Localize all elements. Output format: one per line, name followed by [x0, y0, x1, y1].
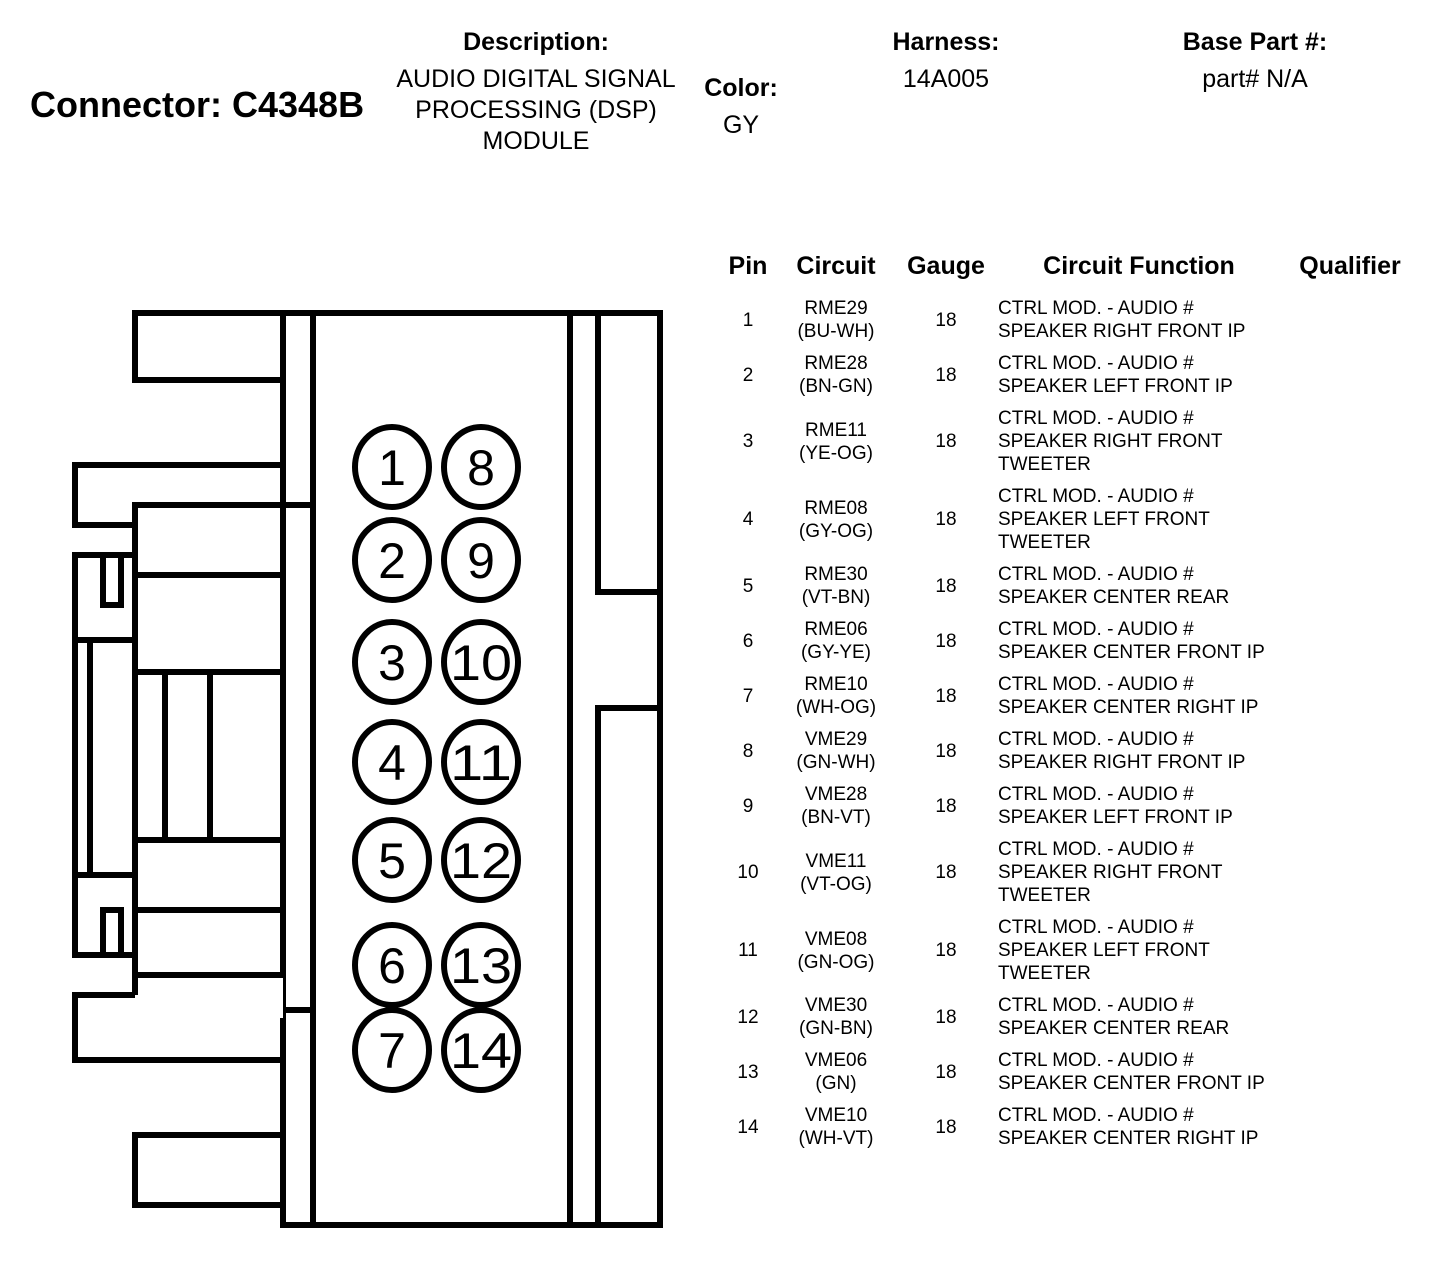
qualifier-cell — [1290, 779, 1410, 834]
table-row — [718, 669, 1410, 724]
qualifier-cell — [1290, 403, 1410, 481]
pin-number: 2 — [378, 533, 406, 589]
gauge-cell: 18 — [935, 1116, 957, 1138]
color-label: Color: — [704, 74, 778, 102]
gauge-cell: 18 — [935, 364, 957, 386]
description-label: Description: — [463, 28, 609, 56]
pin-number: 9 — [467, 533, 495, 589]
circuit-cell — [778, 724, 894, 779]
harness-value: 14A005 — [902, 65, 990, 93]
pin-cavity — [444, 427, 518, 507]
pin-cell: 1 — [742, 309, 754, 331]
circuit-text: RME30 (VT-BN) — [801, 564, 871, 608]
circuit-cell — [778, 912, 894, 990]
circuit-function-cell: CTRL MOD. - AUDIO # SPEAKER CENTER FRONT IP — [998, 619, 1265, 663]
circuit-cell — [778, 1045, 894, 1100]
circuit-cell — [778, 614, 894, 669]
pin-number: 5 — [378, 833, 406, 889]
circuit-text: VME06 (GN) — [804, 1050, 868, 1094]
table-row — [718, 403, 1410, 481]
pin-cell: 14 — [737, 1116, 759, 1138]
qualifier-cell — [1290, 912, 1410, 990]
circuit-function-cell: CTRL MOD. - AUDIO # SPEAKER RIGHT FRONT IP — [998, 298, 1246, 342]
circuit-cell — [778, 348, 894, 403]
pin-number: 11 — [450, 735, 512, 791]
circuit-text: VME30 (GN-BN) — [799, 995, 873, 1039]
circuit-function-cell: CTRL MOD. - AUDIO # SPEAKER RIGHT FRONT TWEETER — [998, 408, 1223, 475]
color-value: GY — [722, 111, 760, 139]
table-row — [718, 724, 1410, 779]
pin-cell: 5 — [742, 575, 754, 597]
table-row — [718, 481, 1410, 559]
gauge-cell: 18 — [935, 309, 957, 331]
circuit-cell — [778, 834, 894, 912]
base-part-value: part# N/A — [1202, 65, 1308, 93]
pin-cavity — [444, 520, 518, 600]
pin-cavity — [444, 925, 518, 1005]
pin-number: 6 — [378, 938, 406, 994]
pin-number: 1 — [378, 440, 406, 496]
column-header-pin: Pin — [728, 252, 768, 280]
gauge-cell: 18 — [935, 1006, 957, 1028]
column-header-gauge: Gauge — [907, 252, 985, 280]
circuit-function-cell: CTRL MOD. - AUDIO # SPEAKER RIGHT FRONT IP — [998, 729, 1246, 773]
pin-cell: 10 — [737, 862, 759, 883]
circuit-function-cell: CTRL MOD. - AUDIO # SPEAKER LEFT FRONT TWEETER — [998, 917, 1210, 984]
circuit-function-cell: CTRL MOD. - AUDIO # SPEAKER CENTER REAR — [998, 995, 1230, 1039]
circuit-cell — [778, 990, 894, 1045]
circuit-function-cell: CTRL MOD. - AUDIO # SPEAKER CENTER REAR — [998, 564, 1230, 608]
base-part-label: Base Part #: — [1182, 28, 1328, 56]
gauge-cell: 18 — [935, 630, 957, 652]
pinout-table — [718, 252, 1410, 1155]
circuit-cell — [778, 403, 894, 481]
table-row — [718, 348, 1410, 403]
gauge-cell: 18 — [935, 509, 957, 530]
column-header-circuit-function: Circuit Function — [1043, 252, 1235, 280]
column-header-circuit: Circuit — [796, 252, 876, 280]
qualifier-cell — [1290, 559, 1410, 614]
circuit-cell — [778, 779, 894, 834]
table-row — [718, 779, 1410, 834]
qualifier-cell — [1290, 669, 1410, 724]
pin-cavity — [355, 427, 429, 507]
pin-cavity — [355, 722, 429, 802]
qualifier-cell — [1290, 834, 1410, 912]
circuit-cell — [778, 1100, 894, 1155]
circuit-text: VME08 (GN-OG) — [797, 928, 875, 973]
qualifier-cell — [1290, 481, 1410, 559]
gauge-cell: 18 — [935, 575, 957, 597]
pin-cavity — [355, 925, 429, 1005]
table-header-row — [718, 252, 1410, 293]
gauge-cell: 18 — [935, 740, 957, 762]
pin-number: 10 — [450, 635, 512, 691]
description-value: AUDIO DIGITAL SIGNAL PROCESSING (DSP) MODULE — [396, 65, 676, 155]
circuit-function-cell: CTRL MOD. - AUDIO # SPEAKER RIGHT FRONT TWEETER — [998, 839, 1223, 906]
connector-face-diagram — [0, 0, 700, 1284]
circuit-function-cell: CTRL MOD. - AUDIO # SPEAKER LEFT FRONT IP — [998, 784, 1233, 828]
table-row — [718, 990, 1410, 1045]
qualifier-cell — [1290, 348, 1410, 403]
pin-cavity — [355, 622, 429, 702]
table-row — [718, 614, 1410, 669]
table-row — [718, 559, 1410, 614]
pin-cell: 8 — [742, 740, 754, 762]
table-row — [718, 834, 1410, 912]
circuit-text: VME29 (GN-WH) — [796, 729, 876, 773]
gauge-cell: 18 — [935, 940, 957, 961]
pin-cell: 9 — [742, 795, 754, 817]
circuit-text: VME10 (WH-VT) — [798, 1105, 874, 1149]
circuit-text: RME28 (BN-GN) — [799, 353, 873, 397]
pin-cavity — [444, 622, 518, 702]
circuit-text: RME11 (YE-OG) — [799, 419, 873, 464]
pin-cavity — [355, 1010, 429, 1090]
gauge-cell: 18 — [935, 862, 957, 883]
circuit-function-cell: CTRL MOD. - AUDIO # SPEAKER LEFT FRONT TWEETER — [998, 486, 1210, 553]
table-row — [718, 293, 1410, 348]
pin-cell: 6 — [742, 630, 754, 652]
circuit-cell — [778, 481, 894, 559]
circuit-function-cell: CTRL MOD. - AUDIO # SPEAKER CENTER FRONT IP — [998, 1050, 1265, 1094]
qualifier-cell — [1290, 614, 1410, 669]
gauge-cell: 18 — [935, 431, 957, 452]
qualifier-cell — [1290, 293, 1410, 348]
qualifier-cell — [1290, 1100, 1410, 1155]
pin-number: 8 — [467, 440, 495, 496]
table-row — [718, 1045, 1410, 1100]
circuit-text: RME29 (BU-WH) — [797, 298, 875, 342]
pin-cavity — [355, 820, 429, 900]
pin-number: 3 — [378, 635, 406, 691]
harness-label: Harness: — [892, 28, 1000, 56]
pin-number: 7 — [378, 1023, 406, 1079]
circuit-text: RME08 (GY-OG) — [798, 497, 874, 542]
gauge-cell: 18 — [935, 685, 957, 707]
pin-cavity — [444, 820, 518, 900]
table-row — [718, 1100, 1410, 1155]
pin-cavities — [355, 427, 518, 1090]
gauge-cell: 18 — [935, 795, 957, 817]
table-row — [718, 912, 1410, 990]
pin-number: 14 — [450, 1023, 512, 1079]
pin-cell: 11 — [738, 940, 758, 961]
pin-number: 4 — [378, 735, 406, 791]
pin-number: 12 — [450, 833, 512, 889]
circuit-function-cell: CTRL MOD. - AUDIO # SPEAKER CENTER RIGHT IP — [998, 674, 1259, 718]
circuit-function-cell: CTRL MOD. - AUDIO # SPEAKER CENTER RIGHT IP — [998, 1105, 1259, 1149]
circuit-cell — [778, 669, 894, 724]
pin-cell: 7 — [742, 685, 754, 707]
circuit-function-cell: CTRL MOD. - AUDIO # SPEAKER LEFT FRONT IP — [998, 353, 1233, 397]
connector-title: Connector: C4348B — [30, 84, 365, 125]
qualifier-cell — [1290, 724, 1410, 779]
qualifier-cell — [1290, 990, 1410, 1045]
circuit-text: RME06 (GY-YE) — [800, 619, 872, 663]
gauge-cell: 18 — [935, 1061, 957, 1083]
circuit-cell — [778, 559, 894, 614]
pin-cell: 12 — [737, 1006, 759, 1028]
circuit-text: RME10 (WH-OG) — [795, 674, 877, 718]
circuit-text: VME28 (BN-VT) — [801, 784, 871, 828]
pin-cell: 13 — [737, 1061, 759, 1083]
column-header-qualifier: Qualifier — [1299, 252, 1401, 280]
circuit-cell — [778, 293, 894, 348]
pin-cell: 3 — [742, 431, 754, 452]
pin-number: 13 — [450, 938, 512, 994]
pin-cavity — [444, 722, 518, 802]
pin-cavity — [355, 520, 429, 600]
pin-cavity — [444, 1010, 518, 1090]
pin-cell: 2 — [742, 364, 754, 386]
circuit-text: VME11 (VT-OG) — [800, 850, 872, 895]
pin-cell: 4 — [742, 509, 754, 530]
qualifier-cell — [1290, 1045, 1410, 1100]
